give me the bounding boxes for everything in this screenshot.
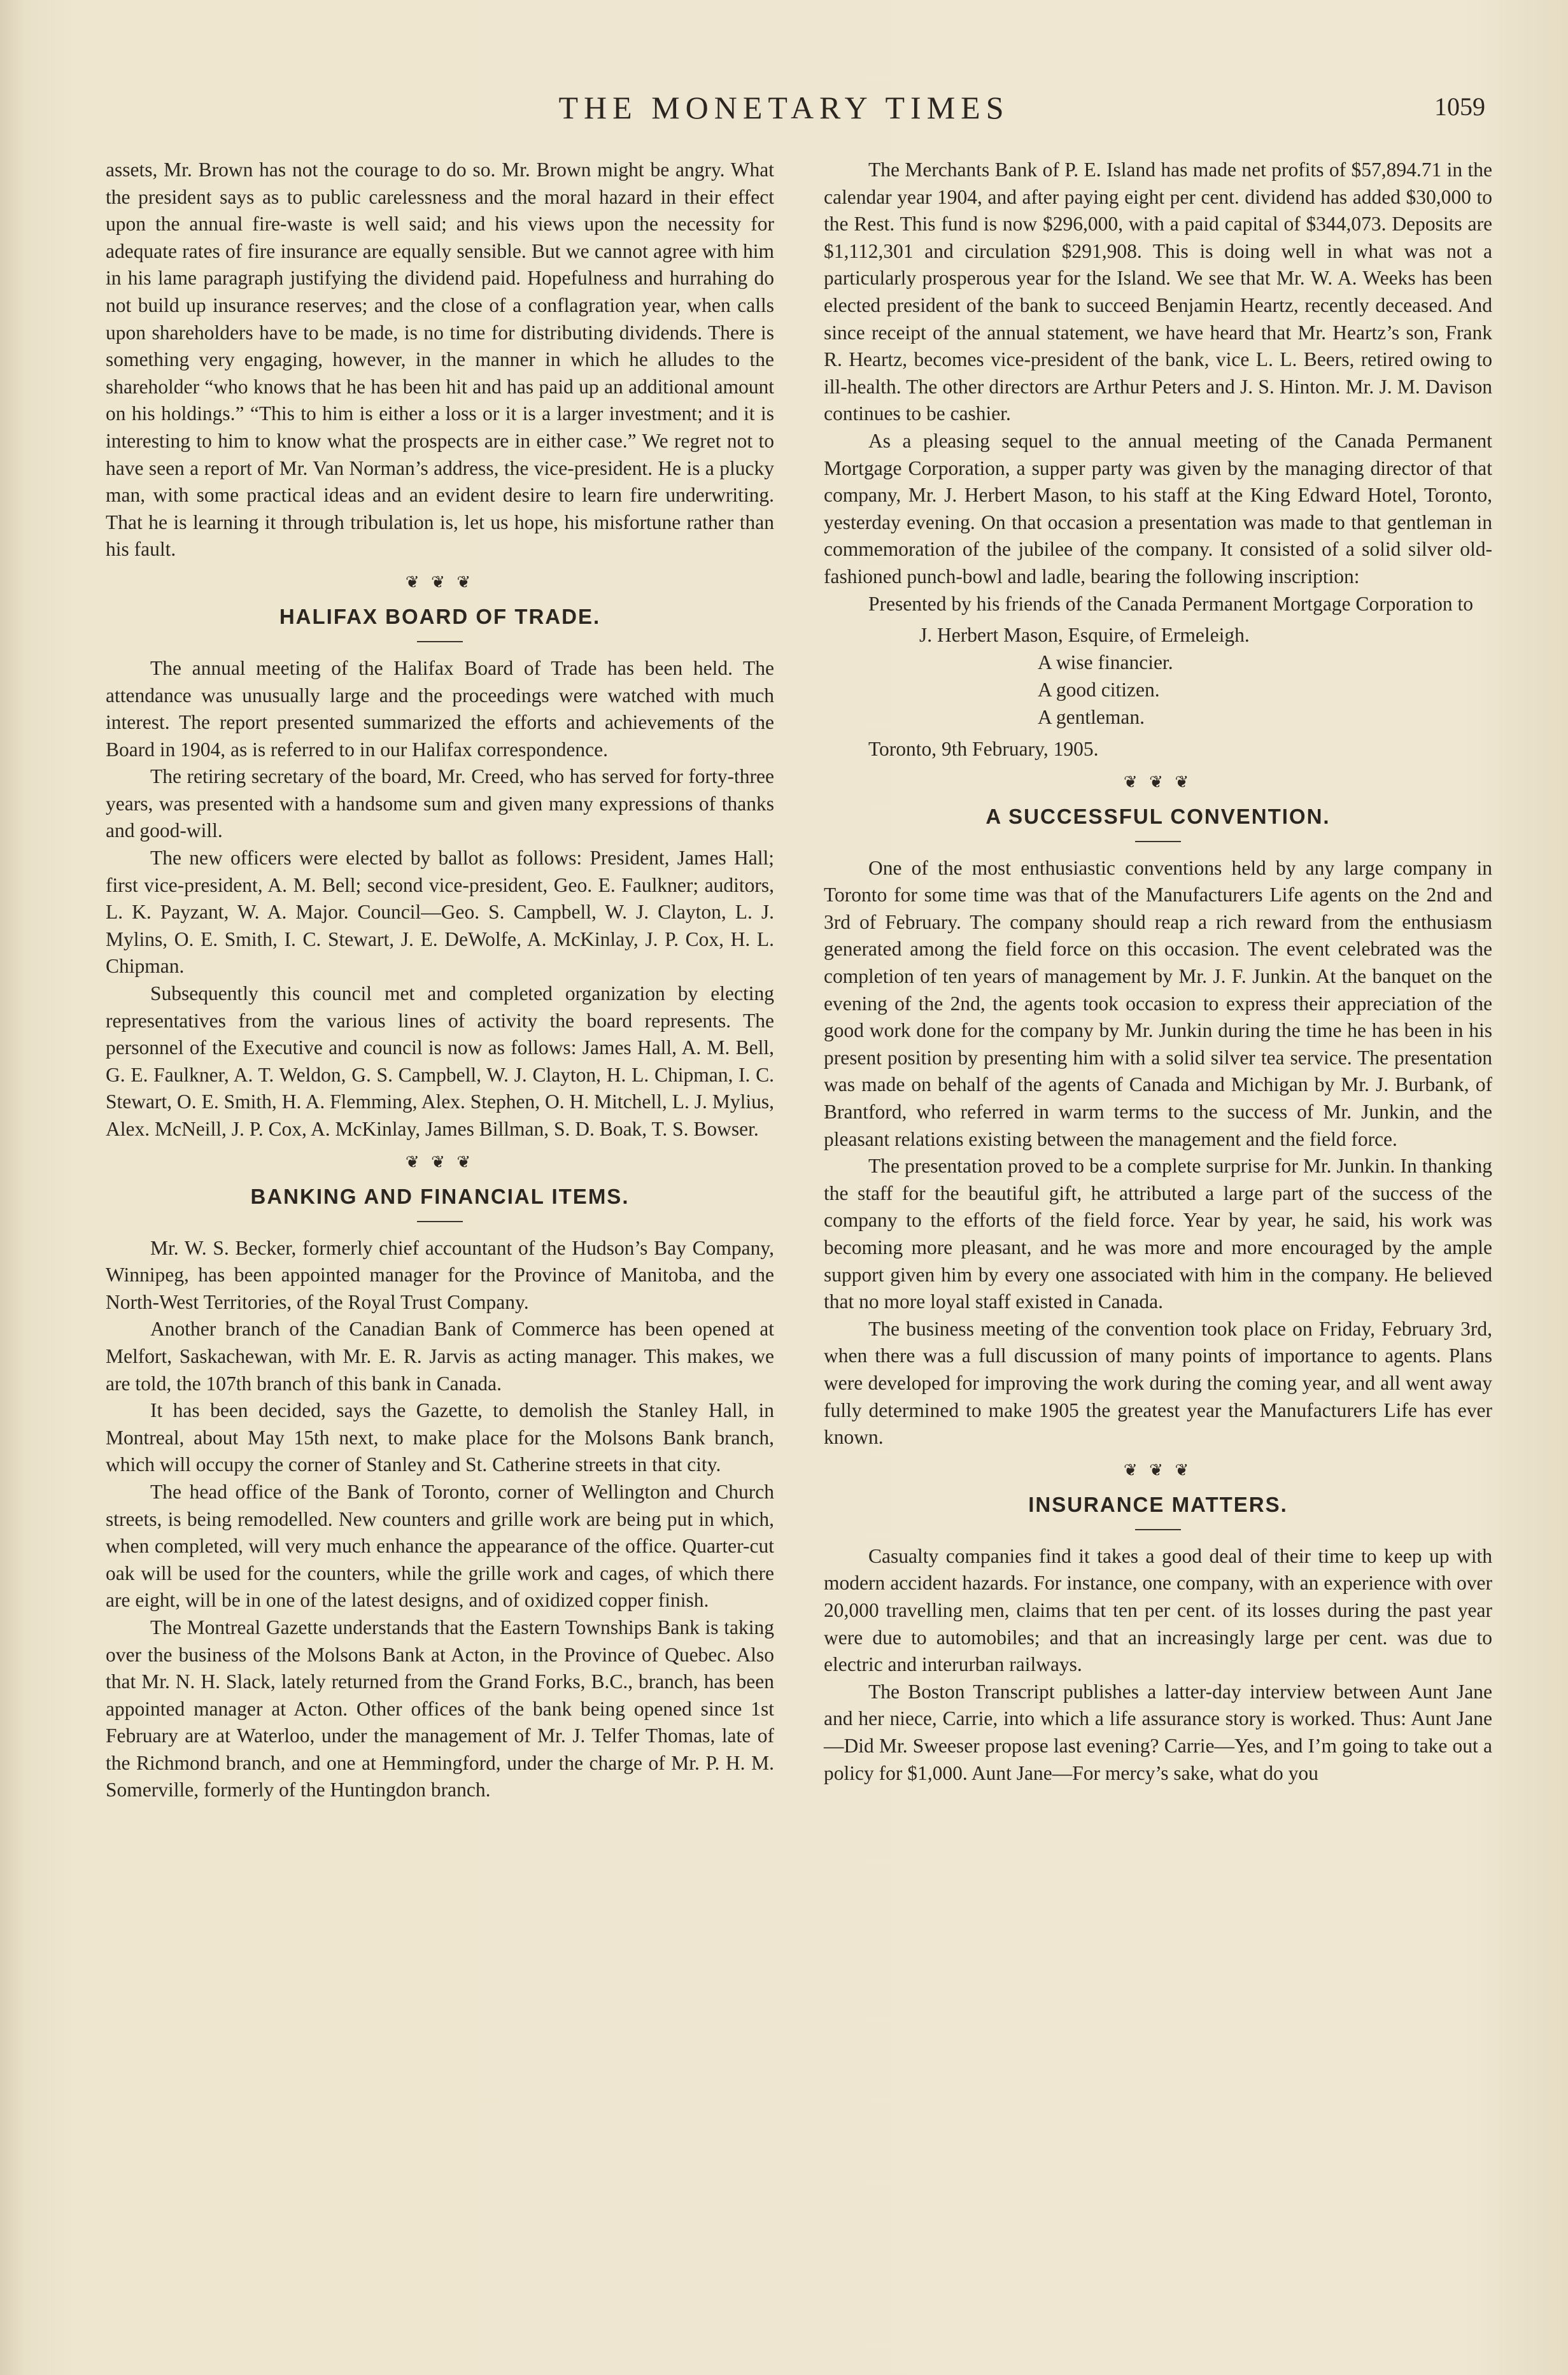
inscription-line: J. Herbert Mason, Esquire, of Ermeleigh.: [919, 624, 1250, 647]
paragraph: The head office of the Bank of Toronto, corner of Wellington and Church streets, is being remodelled. New counters and grille work are being put in which, when completed, will very much enhance the appearance of the office. Quarter-cut oak will be used for the counters, while the grille work and cages, of which there are eight, will be in one of the latest designs, and of oxidized copper finish.: [106, 1480, 774, 1612]
page-number: 1059: [1434, 92, 1485, 121]
paragraph: As a pleasing sequel to the annual meeting of the Canada Permanent Mortgage Corporation, a supper party was given by the managing director of that company, Mr. J. Herbert Mason, to his staff at the King Edward Hotel, Toronto, yesterday evening. On that occasion a presentation was made to that gentleman in commemoration of the jubilee of the company. It consisted of a solid silver old-fashioned punch-bowl and ladle, bearing the following inscription:: [824, 429, 1492, 588]
paragraph: Mr. W. S. Becker, formerly chief accountant of the Hudson’s Bay Company, Winnipeg, has been appointed manager for the Province of Manitoba, and the North-West Territories, of the Royal Trust Company.: [106, 1236, 774, 1313]
paragraph: The Merchants Bank of P. E. Island has made net profits of $57,894.71 in the calendar year 1904, and after paying eight per cent. dividend has added $30,000 to the Rest. This fund is now $296,000, with a paid capital of $344,073. Deposits are $1,112,301 and circulation $291,908. This is doing well in what was not a particularly prosperous year for the Island. We see that Mr. W. A. Weeks has been elected president of the bank to succeed Benjamin Heartz, recently deceased. And since receipt of the annual statement, we have heard that Mr. Heartz’s son, Frank R. Heartz, becomes vice-president of the bank, vice L. L. Beers, retired owing to ill-health. The other directors are Arthur Peters and J. S. Hinton. Mr. J. M. Davison continues to be cashier.: [824, 159, 1492, 425]
paragraph: The business meeting of the convention took place on Friday, February 3rd, when there was a full discussion of many points of importance to agents. Plans were developed for improving the work during the coming year, and all went away fully determined to make 1905 the greatest year the Manufacturers Life has ever known.: [824, 1317, 1492, 1449]
paragraph: Casualty companies find it takes a good deal of their time to keep up with modern accident hazards. For instance, one company, with an experience with over 20,000 travelling men, claims that ten per cent. of its losses during the past year were due to automobiles; and that an increasingly large per cent. was due to electric and interurban railways.: [824, 1544, 1492, 1676]
heading-rule: [1135, 1529, 1181, 1530]
paragraph: Subsequently this council met and completed organization by electing representatives from the various lines of activity the board represents. The personnel of the Executive and council is now as follows: James Hall, A. M. Bell, G. E. Faulkner, A. T. Weldon, G. S. Campbell, W. J. Clayton, H. L. Chipman, I. C. Stewart, O. E. Smith, H. A. Flemming, Alex. Stephen, O. H. Mitchell, L. J. Mylius, Alex. McNeill, J. P. Cox, A. McKinlay, James Billman, S. D. Boak, T. S. Bowser.: [106, 982, 774, 1140]
section-ornament: ❦ ❦ ❦: [405, 1152, 475, 1171]
heading-banking-and-financial-items: BANKING AND FINANCIAL ITEMS.: [250, 1184, 630, 1208]
article-continuation: assets, Mr. Brown has not the courage to do so. Mr. Brown might be angry. What the president says as to public carelessness and the moral hazard in their effect upon the annual fire-waste is well said; and his views upon the necessity for adequate rates of fire insurance are equally sensible. But we cannot agree with him in his lame paragraph justifying the dividend paid. Hopefulness and hurrahing do not build up insurance reserves; and the close of a conflagration year, when calls upon shareholders have to be made, is no time for distributing dividends. There is something very engaging, however, in the manner in which he alludes to the shareholder “who knows that he has been hit and has paid up an additional amount on his holdings.” “This to him is either a loss or it is a larger investment; and it is interesting to him to know what the prospects are in either case.” We regret not to have seen a report of Mr. Van Norman’s address, the vice-president. He is a plucky man, with some practical ideas and an evident desire to learn fire underwriting. That he is learning it through tribulation is, let us hope, his misfortune rather than his fault.: [106, 159, 774, 561]
heading-rule: [417, 1221, 463, 1222]
paragraph: It has been decided, says the Gazette, to demolish the Stanley Hall, in Montreal, about May 15th next, to make place for the Molsons Bank branch, which will occupy the corner of Stanley and St. Catherine streets in that city.: [106, 1399, 774, 1476]
heading-a-successful-convention: A SUCCESSFUL CONVENTION.: [985, 804, 1331, 828]
paragraph: The Montreal Gazette understands that the Eastern Townships Bank is taking over the business of the Molsons Bank at Acton, in the Province of Quebec. Also that Mr. N. H. Slack, lately returned from the Grand Forks, B.C., branch, has been appointed manager at Acton. Other offices of the bank being opened since 1st February are at Waterloo, under the management of Mr. J. Telfer Thomas, late of the Richmond branch, and one at Hemmingford, under the charge of Mr. P. H. M. Somerville, formerly of the Huntingdon branch.: [106, 1616, 774, 1801]
inscription-line: A gentleman.: [1038, 706, 1145, 729]
inscription-line: A good citizen.: [1038, 679, 1160, 701]
heading-rule: [1135, 841, 1181, 842]
heading-rule: [417, 641, 463, 642]
paragraph: The annual meeting of the Halifax Board of Trade has been held. The attendance was unusually large and the proceedings were watched with much interest. The report presented summarized the efforts and achievements of the Board in 1904, as is referred to in our Halifax correspondence.: [106, 656, 774, 761]
left-column: [106, 157, 774, 1804]
page-header: [0, 89, 1568, 140]
inscription-date: Toronto, 9th February, 1905.: [868, 738, 1099, 761]
heading-halifax-board-of-trade: HALIFAX BOARD OF TRADE.: [279, 604, 601, 628]
paragraph: One of the most enthusiastic conventions held by any large company in Toronto for some time was that of the Manufacturers Life agents on the 2nd and 3rd of February. The company should reap a rich reward from the enthusiasm generated among the field force on this occasion. The event celebrated was the completion of ten years of management by Mr. J. F. Junkin. At the banquet on the evening of the 2nd, the agents took occasion to express their appreciation of the good work done for the company by Mr. Junkin during the time he has been in his present position by presenting him with a solid silver tea service. The presentation was made on behalf of the agents of Canada and Michigan by Mr. J. Burbank, of Brantford, who referred in warm terms to the success of Mr. Junkin, and the pleasant relations existing between the management and the field force.: [824, 856, 1492, 1150]
section-ornament: ❦ ❦ ❦: [1123, 772, 1193, 791]
paragraph: The retiring secretary of the board, Mr. Creed, who has served for forty-three years, was presented with a handsome sum and given many expressions of thanks and good-will.: [106, 765, 774, 842]
inscription: [824, 621, 1492, 731]
paragraph: Another branch of the Canadian Bank of Commerce has been opened at Melfort, Saskachewan, with Mr. E. R. Jarvis as acting manager. This makes, we are told, the 107th branch of this bank in Canada.: [106, 1318, 774, 1395]
section-ornament: ❦ ❦ ❦: [405, 572, 475, 591]
paragraph: The new officers were elected by ballot as follows: President, James Hall; first vice-president, A. M. Bell; second vice-president, Geo. E. Faulkner; auditors, L. K. Payzant, W. A. Major. Council—Geo. S. Campbell, W. J. Clayton, L. J. Mylins, O. E. Smith, I. C. Stewart, J. E. DeWolfe, A. McKinlay, J. P. Cox, H. L. Chipman.: [106, 847, 774, 978]
masthead-title: THE MONETARY TIMES: [558, 90, 1010, 125]
paragraph: The presentation proved to be a complete surprise for Mr. Junkin. In thanking the staff for the beautiful gift, he attributed a large part of the success of the company to the efforts of the field force. Year by year, he said, his work was becoming more pleasant, and he was more and more encouraged by the ample support given him by every one associated with him in the company. He believed that no more loyal staff existed in Canada.: [824, 1155, 1492, 1313]
paragraph: The Boston Transcript publishes a latter-day interview between Aunt Jane and her niece, Carrie, into which a life assurance story is worked. Thus: Aunt Jane—Did Mr. Sweeser propose last evening? Carrie—Yes, and I’m going to take out a policy for $1,000. Aunt Jane—For mercy’s sake, what do you: [824, 1680, 1492, 1784]
inscription-line: A wise financier.: [1038, 651, 1173, 674]
right-column: [824, 157, 1492, 1787]
paragraph: Presented by his friends of the Canada Permanent Mortgage Corporation to: [868, 592, 1474, 615]
section-ornament: ❦ ❦ ❦: [1123, 1460, 1193, 1479]
heading-insurance-matters: INSURANCE MATTERS.: [1028, 1492, 1288, 1516]
